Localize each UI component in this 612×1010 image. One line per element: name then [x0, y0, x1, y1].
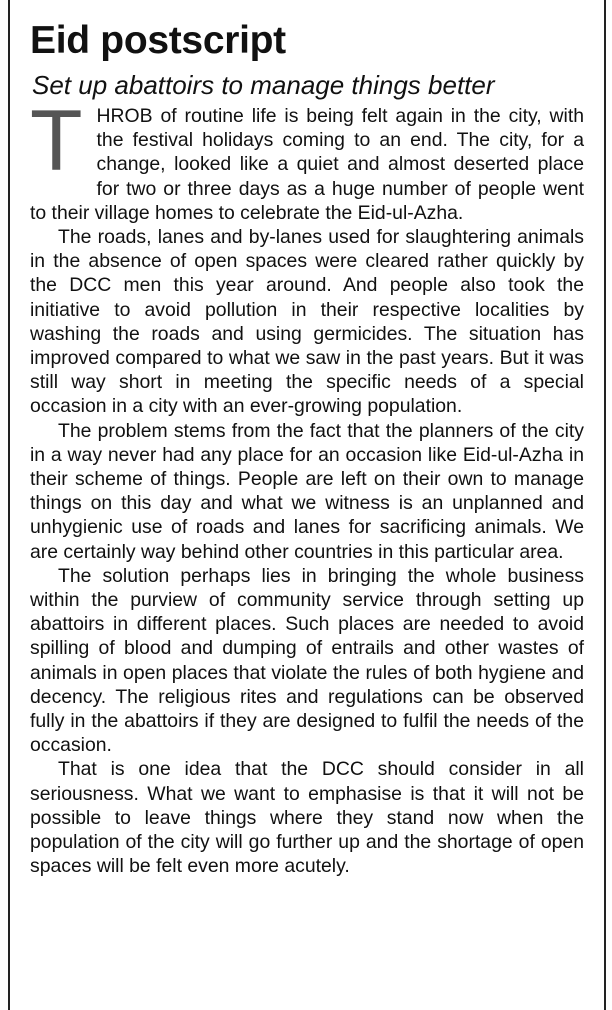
paragraph-1	[30, 93, 584, 225]
editorial-article	[30, 18, 584, 879]
paragraph-1-text: HROB of routine life is being felt again in the city, with the festival holidays coming to an end. The city, for a change, looked like a quiet and almost deserted place for two or three days as a huge number of people went to their village homes to celebrate the Eid-ul-Azha.	[30, 105, 584, 224]
subheadline: Set up abattoirs to manage things better	[32, 70, 495, 100]
paragraph-5: That is one idea that the DCC should consider in all seriousness. What we want to emphasise is that it will not be possible to leave things where they stand now when the population of the city will go further up and the shortage of open spaces will be felt even more acutely.	[30, 758, 584, 878]
drop-cap: T	[30, 93, 83, 189]
article-body	[30, 93, 584, 879]
paragraph-2: The roads, lanes and by-lanes used for slaughtering animals in the absence of open spaces were cleared rather quickly by the DCC men this year around. And people also took the initiative to avoid pollution in their respective localities by washing the roads and using germicides. The situation has improved compared to what we saw in the past years. But it was still way short in meeting the specific needs of a special occasion in a city with an ever-growing population.	[30, 226, 584, 418]
paragraph-3: The problem stems from the fact that the planners of the city in a way never had any place for an occasion like Eid-ul-Azha in their scheme of things. People are left on their own to manage things on this day and what we witness is an unplanned and unhygienic use of roads and lanes for sacrificing animals. We are certainly way behind other countries in this particular area.	[30, 419, 584, 563]
paragraph-4: The solution perhaps lies in bringing the whole business within the purview of community service through setting up abattoirs in different places. Such places are needed to avoid spilling of blood and dumping of entrails and other wastes of animals in open places that violate the rules of both hygiene and decency. The religious rites and regulations can be observed fully in the abattoirs if they are designed to fulfil the needs of the occasion.	[30, 564, 584, 757]
headline: Eid postscript	[30, 19, 286, 62]
